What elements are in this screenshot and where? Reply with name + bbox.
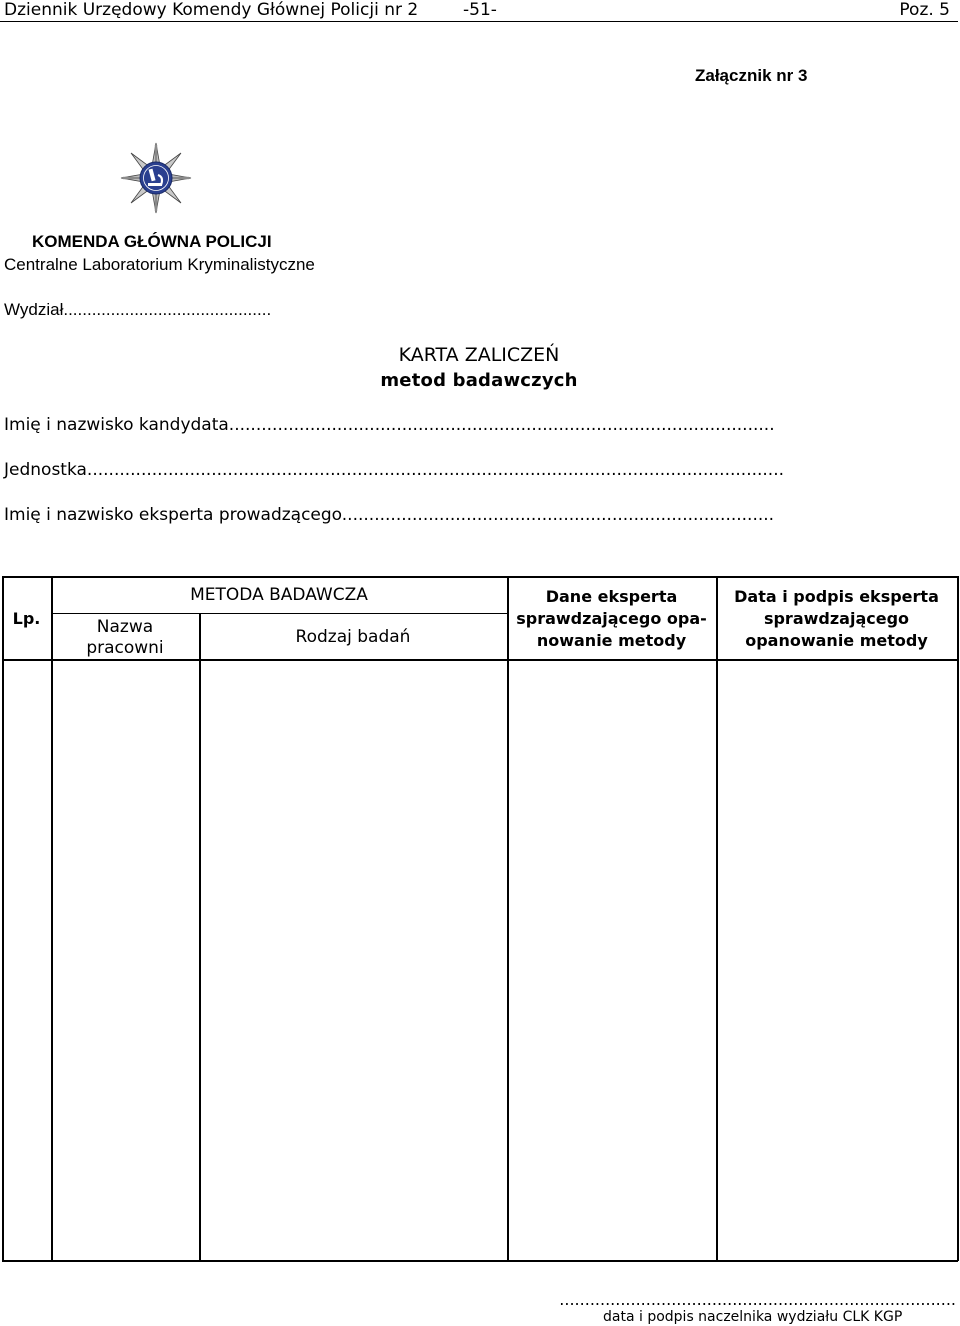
publication-title: Dziennik Urzędowy Komendy Głównej Policji nr 2 (4, 0, 419, 20)
annex-label: Załącznik nr 3 (695, 66, 808, 85)
column-divider-1 (51, 576, 53, 1261)
page-number: -51- (463, 0, 497, 20)
supervising-expert-field: Imię i nazwisko eksperta prowadzącego................................................................................ (4, 505, 775, 525)
column-header-lp: Lp. (12, 609, 41, 628)
table-border-top (2, 576, 958, 578)
department-field: Wydział............................................ (4, 300, 272, 319)
group-header-method: METODA BADAWCZA (190, 585, 368, 605)
unit-field: Jednostka................................................................................................................................. (4, 460, 785, 480)
column-header-type: Rodzaj badań (295, 627, 411, 647)
column-header-lab-line2: pracowni (86, 638, 164, 658)
table-header-rule (2, 659, 958, 661)
signature-caption: data i podpis naczelnika wydziału CLK KGP (603, 1309, 903, 1325)
column-header-sign-line3: opanowanie metody (745, 631, 928, 650)
column-divider-4 (716, 576, 718, 1261)
header-rule (0, 21, 958, 22)
column-divider-2 (199, 613, 201, 1261)
column-header-expert-line3: nowanie metody (536, 631, 687, 650)
table-border-left (2, 576, 4, 1261)
position-number: Poz. 5 (899, 0, 950, 20)
column-divider-3 (507, 576, 509, 1261)
form-subtitle: metod badawczych (380, 370, 578, 391)
table-border-right (957, 576, 959, 1261)
column-header-sign-line2: sprawdzającego (763, 609, 910, 628)
organization-subunit: Centralne Laboratorium Kryminalistyczne (4, 255, 315, 274)
table-border-bottom (2, 1260, 958, 1262)
column-header-sign-line1: Data i podpis eksperta (734, 587, 939, 606)
method-group-rule (51, 613, 508, 614)
police-star-emblem-icon (120, 142, 192, 214)
column-header-lab-line1: Nazwa (96, 617, 154, 637)
candidate-name-field: Imię i nazwisko kandydata..................................................................................................... (4, 415, 775, 435)
signature-line: .............................................................................. (559, 1290, 956, 1309)
form-title: KARTA ZALICZEŃ (398, 344, 560, 366)
organization-name: KOMENDA GŁÓWNA POLICJI (32, 232, 272, 251)
column-header-expert-line2: sprawdzającego opa- (516, 609, 707, 628)
column-header-expert-line1: Dane eksperta (545, 587, 678, 606)
